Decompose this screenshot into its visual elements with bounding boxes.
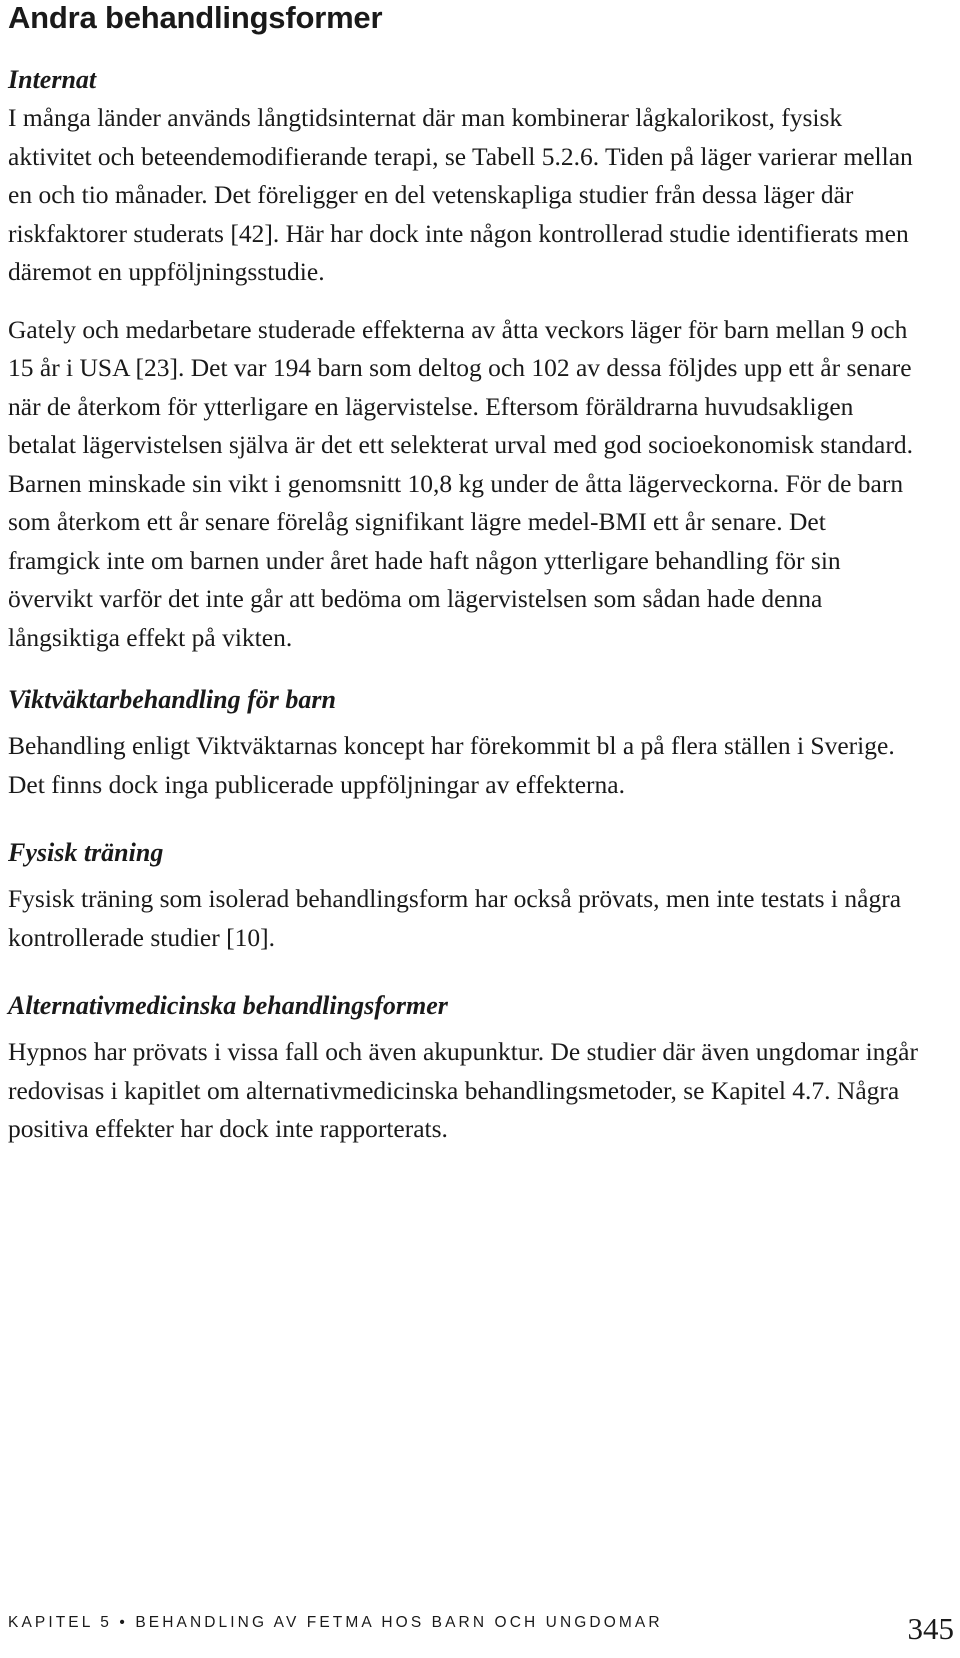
section-alternativmedicin	[8, 987, 924, 1149]
paragraph: Hypnos har prövats i vissa fall och även akupunktur. De studier där även ungdomar ingår redovisas i kapitlet om alternativmedicinska behandlingsmetoder, se Kapitel 4.7. Några positiva effekter har dock inte rapporterats.	[8, 1037, 918, 1143]
section-viktvaktar	[8, 681, 924, 804]
section-internat	[8, 61, 924, 657]
section-title: Alternativmedicinska behandlingsformer	[8, 991, 448, 1020]
page-heading: Andra behandlingsformer	[8, 0, 383, 35]
section-title: Fysisk träning	[8, 838, 164, 867]
page-number: 345	[907, 1611, 954, 1646]
section-fysisk-traning	[8, 834, 924, 957]
page-footer	[8, 1600, 956, 1658]
paragraph: Gately och medarbetare studerade effekterna av åtta veckors läger för barn mellan 9 och 15 år i USA [23]. Det var 194 barn som deltog och 102 av dessa följdes upp ett år senare när de återkom för ytterligare en lägervistelse. Eftersom föräldrarna huvudsakligen betalat lägervistelsen själva är det ett selekterat urval med god socioekonomisk standard. Barnen minskade sin vikt i genomsnitt 10,8 kg under de åtta lägerveckorna. För de barn som återkom ett år senare förelåg signifikant lägre medel-BMI ett år senare. Det framgick inte om barnen under året hade haft någon ytterligare behandling för sin övervikt varför det inte går att bedöma om lägervistelsen som sådan hade denna långsiktiga effekt på vikten.	[8, 314, 913, 652]
paragraph: Behandling enligt Viktväktarnas koncept har förekommit bl a på flera ställen i Sverige. Det finns dock inga publicerade uppföljningar av effekterna.	[8, 731, 895, 799]
running-footer-title: KAPITEL 5 • BEHANDLING AV FETMA HOS BARN OCH UNGDOMAR	[8, 1614, 663, 1631]
document-page	[8, 0, 924, 1149]
paragraph: I många länder används långtidsinternat där man kombinerar lågkalorikost, fysisk aktivitet och beteendemodifierande terapi, se Tabell 5.2.6. Tiden på läger varierar mellan en och tio månader. Det föreligger en del vetenskapliga studier från dessa läger där riskfaktorer studerats [42]. Här har dock inte någon kontrollerad studie identifierats men däremot en uppföljningsstudie.	[8, 103, 913, 286]
section-title: Viktväktarbehandling för barn	[8, 685, 336, 714]
section-title: Internat	[8, 65, 97, 94]
paragraph: Fysisk träning som isolerad behandlingsform har också prövats, men inte testats i några kontrollerade studier [10].	[8, 884, 902, 952]
